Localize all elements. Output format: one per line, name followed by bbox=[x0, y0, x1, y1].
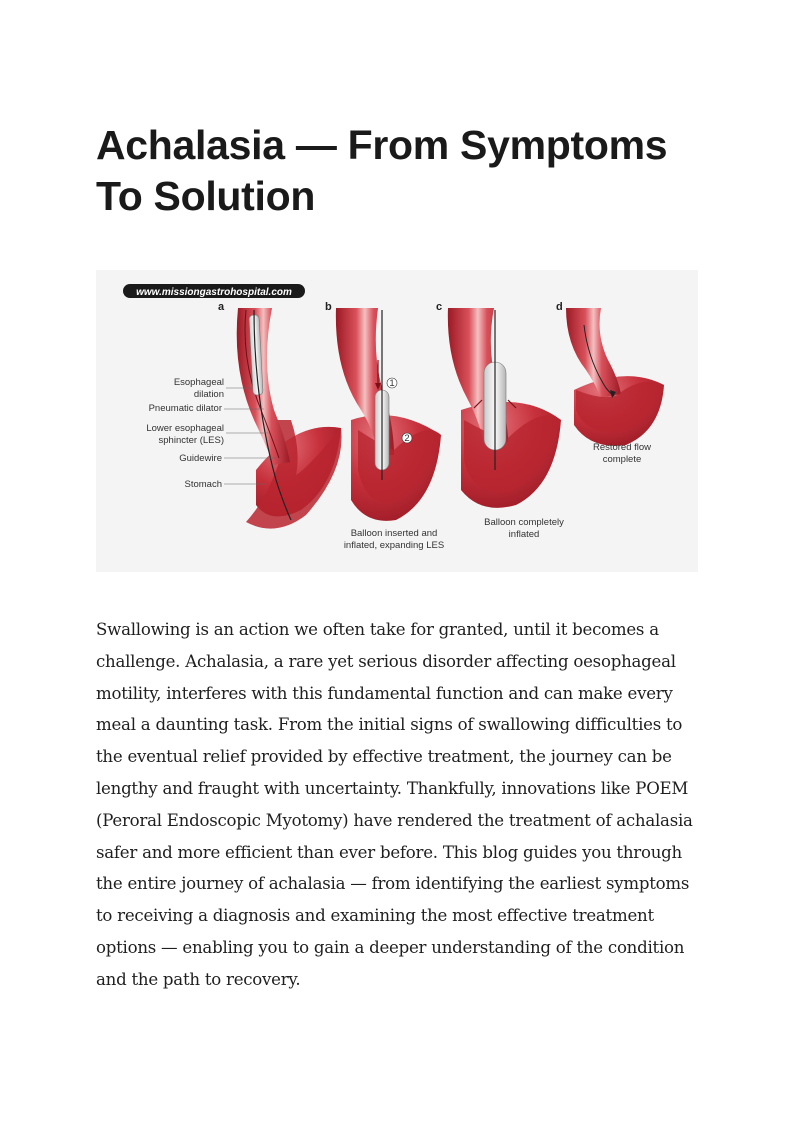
step-1-label: 1 bbox=[389, 378, 395, 389]
step-2-label: 2 bbox=[404, 433, 410, 444]
page-title: Achalasia — From Symptoms To Solution bbox=[96, 122, 668, 219]
panel-a-diagram bbox=[237, 308, 342, 529]
panel-b-diagram bbox=[336, 308, 441, 521]
panel-letter-a: a bbox=[218, 301, 225, 313]
caption-b-line-2: inflated, expanding LES bbox=[343, 540, 445, 551]
label-guidewire: Guidewire bbox=[179, 453, 222, 464]
caption-b-line-1: Balloon inserted and bbox=[350, 528, 438, 539]
caption-d-line-2: complete bbox=[602, 454, 642, 465]
caption-c-line-1: Balloon completely bbox=[484, 517, 564, 528]
caption-d-line-1: Restored flow bbox=[592, 442, 652, 453]
watermark-text: www.missiongastrohospital.com bbox=[136, 287, 292, 298]
panel-d-diagram bbox=[566, 308, 664, 446]
label-les-2: sphincter (LES) bbox=[158, 435, 224, 446]
label-stomach: Stomach bbox=[184, 479, 222, 490]
label-les-1: Lower esophageal bbox=[146, 423, 224, 434]
label-esophageal-1: Esophageal bbox=[173, 377, 224, 388]
achalasia-illustration bbox=[96, 270, 698, 572]
intro-paragraph: Swallowing is an action we often take for granted, until it becomes a challenge. Achalasia, a rare yet serious disorder affecting oesophageal motility, interferes with this fundamental function and can make every meal a daunting task. From the initial signs of swallowing difficulties to the eventual relief provided by effective treatment, the journey can be lengthy and fraught with uncertainty. Thankfully, innovations like POEM (Peroral Endoscopic Myotomy) have rendered the treatment of achalasia safer and more efficient than ever before. This blog guides you through the entire journey of achalasia — from identifying the earliest symptoms to receiving a diagnosis and examining the most effective treatment options — enabling you to gain a deeper understanding of the condition and the path to recovery. bbox=[96, 620, 693, 989]
illustration-canvas bbox=[96, 270, 698, 572]
label-esophageal-2: dilation bbox=[193, 389, 224, 400]
label-pneumatic-dilator: Pneumatic dilator bbox=[148, 403, 222, 414]
panel-letter-d: d bbox=[556, 301, 563, 313]
caption-c-line-2: inflated bbox=[508, 529, 540, 540]
panel-letter-b: b bbox=[325, 301, 332, 313]
panel-letter-c: c bbox=[436, 301, 443, 313]
panel-c-diagram bbox=[448, 308, 561, 508]
